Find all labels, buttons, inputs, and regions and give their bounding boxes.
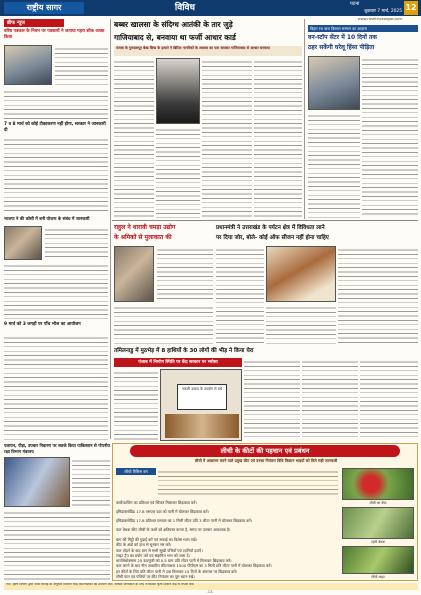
left-story3-body-2 <box>4 262 108 320</box>
tn-sign-board <box>177 384 227 410</box>
lead-body-col4 <box>254 58 302 218</box>
tn-body-col3 <box>302 358 358 441</box>
pm-photo <box>266 246 336 302</box>
left-story4-body <box>4 334 108 440</box>
litchi-photo-1 <box>342 468 414 500</box>
tn-body-col4 <box>360 358 418 441</box>
litchi-caption-2: टहनी बेधक <box>371 540 385 544</box>
left-story3-photo <box>4 226 42 260</box>
left-column-rule <box>110 19 111 439</box>
feature-bullet: इमिडाक्लोप्रिड 17.8 प्रतिशत एसएल का 1 मिली लीटर प्रति 3 लीटर पानी में घोलकर छिड़काव करें। <box>116 518 253 523</box>
right-top-headline-line3: ठहर सकेंगी घरेलू हिंसा पीड़िता <box>308 44 375 51</box>
feature-bullets <box>116 500 338 536</box>
right-top-headline-line2: वन-स्टॉप सेंटर में 10 दिनों तक <box>308 34 378 41</box>
left-story1-photo <box>4 45 52 85</box>
right-top-body-1 <box>362 56 418 218</box>
feature-bullet-2: लाइट ट्रैप का प्रयोग करें एवं संक्रमित भाग को जला दें। <box>116 552 190 558</box>
feature-bullet: फल बेधक कीट लीची के फलों को क्षतिग्रस्त करता है, समय पर उपचार आवश्यक है। <box>116 527 231 532</box>
feature-bullet-2: बाग की मिट्टी की गुड़ाई करें एवं सफाई का विशेष ध्यान रखें। <box>116 537 198 542</box>
feature-bullet-2: फल लगने के बाद नीम आधारित कीटनाशक 1500 पीपीएम का 3 मिली प्रति लीटर पानी में घोलकर छिड़काव करें। <box>116 563 272 569</box>
left-story2-headline: 7 व 8 मार्च को कोई टीकाकरण नहीं होगा, सरकार ने जानकारी दी <box>4 122 106 133</box>
right-top-body-2 <box>308 112 360 218</box>
feature-bullet: कार्बेन्डाजिम का प्रतिशत एवं स्टिकर मिलाकर छिड़काव करें। <box>116 500 197 505</box>
rahul-photo <box>114 246 154 302</box>
rahul-body-1 <box>157 246 213 302</box>
feature-bullets-2 <box>116 537 338 580</box>
left-story1-body-2 <box>4 88 108 120</box>
tn-banner: पंजाब में निर्माण स्थिति पर केंद्र सरकार पर भरोसा <box>114 358 242 367</box>
page-number: 12 <box>404 1 418 15</box>
city: पटना <box>350 1 360 7</box>
tn-sign-figure <box>165 414 239 438</box>
feature-bullet-2: थायोमेथोक्साम 25 डब्ल्यूजी को 0.5 ग्राम प्रति लीटर पानी में मिलाकर छिड़काव करें। <box>116 558 232 564</box>
litchi-photo-3 <box>342 546 414 574</box>
left-story2-body <box>4 136 108 214</box>
second-band-rule <box>112 220 418 221</box>
lead-body-col3 <box>202 58 252 218</box>
feature-bullet-2: फल तोड़ने के बाद बाग से सभी सूखी पत्तियाँ एवं टहनियाँ हटाएँ। <box>116 547 203 553</box>
feature-bullet: इमिडाक्लोप्रिड 17.8 एसएल दवा को पानी में घोलकर छिड़काव करें। <box>116 509 209 514</box>
feature-headline: लीची के कीटों की पहचान एवं प्रबंधन <box>130 445 400 457</box>
footer-strip: नोट: कृषि विभाग द्वारा जारी सलाह के अनुसार किसान भाई कीटनाशकों का उपयोग करें। अधिक जानकारी के लिए नजदीकी कृषि विज्ञान केंद्र से संपर्क करें। <box>4 583 418 590</box>
tn-headline: तमिलनाडु में मुठभेड़ में 8 हाथियों के 30 लोगों की भीड़ ने किया घेरा <box>114 348 254 354</box>
left-kicker: ब्रीफ न्यूज <box>4 19 64 27</box>
right-top-kicker: बिहार रथ धारा किसान सम्मान का आवास <box>308 25 418 32</box>
litchi-caption-1: लीची का कीट <box>369 501 387 505</box>
left-story1-body <box>55 45 108 85</box>
pm-body-col1 <box>216 246 264 344</box>
rahul-body-2 <box>114 304 213 344</box>
rahul-headline-line1: राहुल ने धारावी चमड़ा उद्योग <box>114 224 176 231</box>
feature-box-label: लीची रिसिस बग <box>116 468 156 475</box>
feature-bullet-2: कीट के अंडों को हाथ से चुनकर नष्ट करें। <box>116 542 172 548</box>
left-bottom-body-1 <box>72 457 110 507</box>
pm-headline-line1: प्रधानमंत्री ने उत्तराखंड के पर्यटन क्षेत्र में विविधता लाने <box>216 225 325 231</box>
pm-body-col2 <box>266 304 336 344</box>
litchi-caption-3: लीची माइट <box>371 575 385 579</box>
left-bottom-photo <box>4 457 70 507</box>
lead-photo-gunman <box>156 58 200 124</box>
pm-headline-line2: पर दिया जोर, बोले- कोई ऑफ सीजन नहीं होना चाहिए <box>216 235 329 241</box>
litchi-photo-2 <box>342 507 414 539</box>
footer-page-number: -13- <box>206 590 214 594</box>
tn-sign-photo <box>160 369 242 441</box>
lead-body-col1 <box>114 58 154 218</box>
feature-intro: लीची में आक्रमण करने वाले प्रमुख कीट एवं उनका नियंत्रण विधि किसान भाइयों को मिले सही जानकारी <box>194 458 338 463</box>
right-top-photo <box>308 56 360 110</box>
feature-intro-text <box>158 468 338 498</box>
tn-sign-text: नकली उत्पाद के उपयोग से बचें <box>181 387 223 391</box>
left-story1-headline: वरिष्ठ पत्रकार के निधन पर पत्रकारों ने जताया गहरा शोक व्यक्त किया <box>4 29 105 40</box>
lead-subhead: पंजाब के गुरुदासपुर बेस्ड सिख के हत्यारे ने ब्रिटिश नागरिकों के आवास का पता बताकर गाजियाबाद से आधार बनवाया <box>114 46 302 56</box>
lead-headline-line2: गाजियाबाद से, बनवाया था फर्जी आधार कार्ड <box>114 33 236 42</box>
paper-name: राष्ट्रीय सागर <box>4 2 84 14</box>
lead-headline-line1: बब्बर खालसा के संदिग्ध आतंकी के तार जुड़े <box>114 20 233 29</box>
left-story3-body <box>45 226 108 260</box>
date-line: शुक्रवार 7 मार्च, 2025 <box>364 9 402 14</box>
tn-body-col2 <box>244 358 300 441</box>
left-story3-headline: भाजपा ने की कोसी में बनी योजना के संबंध में जानकारी <box>4 216 90 221</box>
rahul-headline-line2: के श्रमिकों से मुलाकात की <box>114 234 172 241</box>
feature-bullet-2: इन कीटों के लिए प्रति लीटर पानी में दवा मिलाकर 15 दिनों के अंतराल पर छिड़काव करें। <box>116 568 238 574</box>
feature-bullet-2: लीची फल एवं पत्तियों पर कीट नियंत्रण का पूरा ध्यान रखें। <box>116 574 195 580</box>
left-bottom-body-2 <box>4 509 110 581</box>
website: www.rashtriyasagar.com <box>357 17 402 21</box>
left-story4-headline: 9 मार्च को 3 जगहों पर पाँच भोज का आयोजन <box>4 322 81 327</box>
lead-body-col2 <box>156 126 200 218</box>
right-column-rule <box>304 19 305 219</box>
left-bottom-headline: पलायन, पीड़ा, उपचार निवारण पर सतर्क किया पाकिस्तान से गोपनीय रक्षा विभाग मंत्रालय <box>4 443 110 454</box>
section-title: विविध <box>174 3 196 13</box>
pm-body-col3 <box>338 246 418 344</box>
tn-body-col1 <box>114 369 158 441</box>
